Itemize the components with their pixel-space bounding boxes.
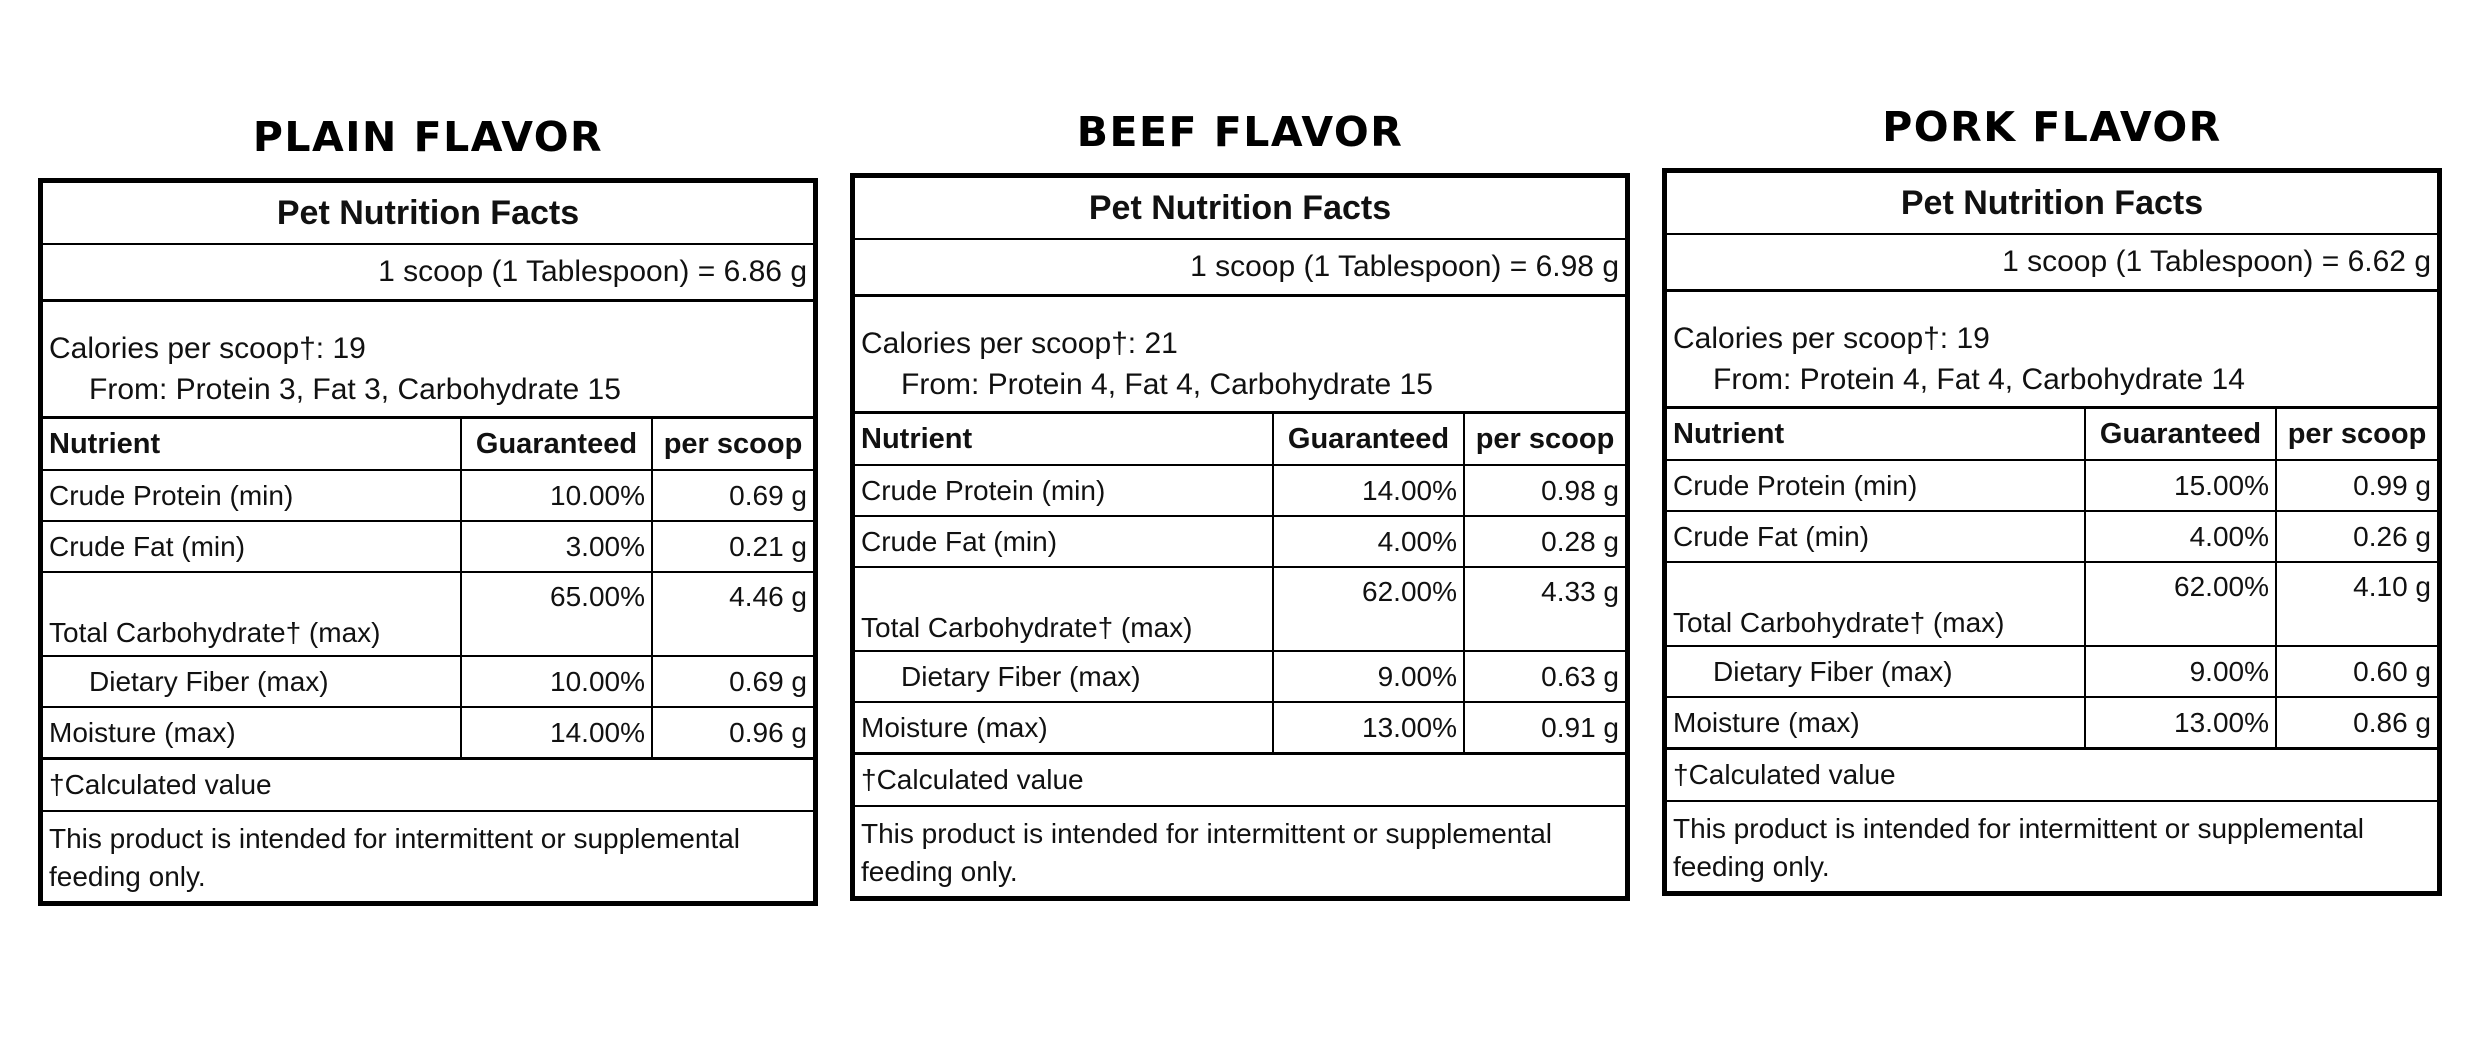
table-header-row bbox=[855, 414, 1625, 465]
per-scoop-value: 0.63 g bbox=[1464, 651, 1625, 702]
column-header-nutrient: Nutrient bbox=[49, 427, 161, 460]
guaranteed-value: 9.00% bbox=[1273, 651, 1464, 702]
calories-from: From: Protein 4, Fat 4, Carbohydrate 14 bbox=[1713, 363, 2245, 396]
per-scoop-value: 0.99 g bbox=[2276, 460, 2437, 511]
per-scoop-value: 0.91 g bbox=[1464, 702, 1625, 752]
per-scoop-value: 0.21 g bbox=[652, 521, 813, 572]
column-header-guaranteed: Guaranteed bbox=[461, 419, 652, 470]
guaranteed-value: 10.00% bbox=[461, 470, 652, 521]
per-scoop-value: 0.60 g bbox=[2276, 646, 2437, 697]
column-header-per-scoop: per scoop bbox=[652, 419, 813, 470]
footnote: †Calculated value bbox=[1667, 747, 2437, 802]
table-row bbox=[43, 572, 813, 656]
nutrient-name: Moisture (max) bbox=[43, 707, 461, 757]
nutrient-table bbox=[1667, 409, 2437, 747]
column-header-guaranteed: Guaranteed bbox=[2085, 409, 2276, 460]
nutrient-name: Dietary Fiber (max) bbox=[43, 656, 461, 707]
nutrient-name: Total Carbohydrate† (max) bbox=[855, 567, 1273, 651]
facts-title: Pet Nutrition Facts bbox=[1667, 173, 2437, 235]
nutrient-name: Crude Fat (min) bbox=[855, 516, 1273, 567]
per-scoop-value: 0.28 g bbox=[1464, 516, 1625, 567]
nutrient-name: Total Carbohydrate† (max) bbox=[1667, 562, 2085, 646]
table-row bbox=[855, 702, 1625, 752]
per-scoop-value: 0.86 g bbox=[2276, 697, 2437, 747]
table-row bbox=[1667, 460, 2437, 511]
per-scoop-value: 4.10 g bbox=[2276, 562, 2437, 646]
guaranteed-value: 4.00% bbox=[2085, 511, 2276, 562]
flavor-title: PORK FLAVOR bbox=[1882, 103, 2222, 151]
nutrition-panel-pork bbox=[1662, 94, 2442, 896]
table-row bbox=[1667, 511, 2437, 562]
nutrient-table bbox=[855, 414, 1625, 752]
column-header-nutrient: Nutrient bbox=[861, 422, 973, 455]
nutrient-name: Crude Protein (min) bbox=[855, 465, 1273, 516]
column-header-per-scoop: per scoop bbox=[1464, 414, 1625, 465]
column-header-nutrient: Nutrient bbox=[1673, 417, 1785, 450]
column-header-per-scoop: per scoop bbox=[2276, 409, 2437, 460]
table-header-row bbox=[1667, 409, 2437, 460]
column-header-guaranteed: Guaranteed bbox=[1273, 414, 1464, 465]
nutrition-panel-beef bbox=[850, 99, 1630, 901]
per-scoop-value: 0.96 g bbox=[652, 707, 813, 757]
table-row bbox=[1667, 697, 2437, 747]
per-scoop-value: 0.69 g bbox=[652, 470, 813, 521]
calories-per-scoop: Calories per scoop†: 19 bbox=[1673, 322, 1990, 355]
nutrient-name: Dietary Fiber (max) bbox=[1667, 646, 2085, 697]
facts-title: Pet Nutrition Facts bbox=[855, 178, 1625, 240]
feeding-disclaimer: This product is intended for intermittent or supplemental feeding only. bbox=[49, 823, 741, 892]
nutrient-name: Crude Fat (min) bbox=[1667, 511, 2085, 562]
guaranteed-value: 14.00% bbox=[1273, 465, 1464, 516]
per-scoop-value: 0.98 g bbox=[1464, 465, 1625, 516]
table-row bbox=[855, 651, 1625, 702]
feeding-disclaimer: This product is intended for intermittent or supplemental feeding only. bbox=[861, 818, 1553, 887]
calories-block bbox=[855, 297, 1625, 414]
nutrient-name: Moisture (max) bbox=[855, 702, 1273, 752]
per-scoop-value: 4.46 g bbox=[652, 572, 813, 656]
table-row bbox=[855, 465, 1625, 516]
per-scoop-value: 0.26 g bbox=[2276, 511, 2437, 562]
facts-title: Pet Nutrition Facts bbox=[43, 183, 813, 245]
guaranteed-value: 4.00% bbox=[1273, 516, 1464, 567]
nutrient-table bbox=[43, 419, 813, 757]
serving-size: 1 scoop (1 Tablespoon) = 6.98 g bbox=[855, 240, 1625, 297]
guaranteed-value: 10.00% bbox=[461, 656, 652, 707]
calories-per-scoop: Calories per scoop†: 21 bbox=[861, 327, 1178, 360]
table-row bbox=[1667, 646, 2437, 697]
feeding-disclaimer: This product is intended for intermittent or supplemental feeding only. bbox=[1673, 813, 2365, 882]
nutrient-name: Crude Protein (min) bbox=[1667, 460, 2085, 511]
flavor-title: PLAIN FLAVOR bbox=[252, 113, 604, 161]
table-row bbox=[43, 656, 813, 707]
nutrient-name: Crude Fat (min) bbox=[43, 521, 461, 572]
guaranteed-value: 9.00% bbox=[2085, 646, 2276, 697]
guaranteed-value: 13.00% bbox=[1273, 702, 1464, 752]
nutrition-label bbox=[38, 178, 818, 906]
table-row bbox=[855, 567, 1625, 651]
footnote: †Calculated value bbox=[855, 752, 1625, 807]
nutrition-label bbox=[850, 173, 1630, 901]
per-scoop-value: 0.69 g bbox=[652, 656, 813, 707]
calories-block bbox=[43, 302, 813, 419]
calories-per-scoop: Calories per scoop†: 19 bbox=[49, 332, 366, 365]
guaranteed-value: 13.00% bbox=[2085, 697, 2276, 747]
nutrition-panel-plain bbox=[38, 104, 818, 906]
serving-size: 1 scoop (1 Tablespoon) = 6.62 g bbox=[1667, 235, 2437, 292]
nutrition-label bbox=[1662, 168, 2442, 896]
flavor-title: BEEF FLAVOR bbox=[1076, 108, 1404, 156]
calories-block bbox=[1667, 292, 2437, 409]
table-row bbox=[855, 516, 1625, 567]
nutrient-name: Dietary Fiber (max) bbox=[855, 651, 1273, 702]
nutrient-name: Total Carbohydrate† (max) bbox=[43, 572, 461, 656]
per-scoop-value: 4.33 g bbox=[1464, 567, 1625, 651]
table-row bbox=[1667, 562, 2437, 646]
nutrient-name: Crude Protein (min) bbox=[43, 470, 461, 521]
guaranteed-value: 62.00% bbox=[1273, 567, 1464, 651]
guaranteed-value: 3.00% bbox=[461, 521, 652, 572]
table-row bbox=[43, 521, 813, 572]
nutrient-name: Moisture (max) bbox=[1667, 697, 2085, 747]
guaranteed-value: 62.00% bbox=[2085, 562, 2276, 646]
guaranteed-value: 65.00% bbox=[461, 572, 652, 656]
footnote: †Calculated value bbox=[43, 757, 813, 812]
table-row bbox=[43, 470, 813, 521]
calories-from: From: Protein 4, Fat 4, Carbohydrate 15 bbox=[901, 368, 1433, 401]
table-row bbox=[43, 707, 813, 757]
guaranteed-value: 14.00% bbox=[461, 707, 652, 757]
serving-size: 1 scoop (1 Tablespoon) = 6.86 g bbox=[43, 245, 813, 302]
table-header-row bbox=[43, 419, 813, 470]
calories-from: From: Protein 3, Fat 3, Carbohydrate 15 bbox=[89, 373, 621, 406]
guaranteed-value: 15.00% bbox=[2085, 460, 2276, 511]
